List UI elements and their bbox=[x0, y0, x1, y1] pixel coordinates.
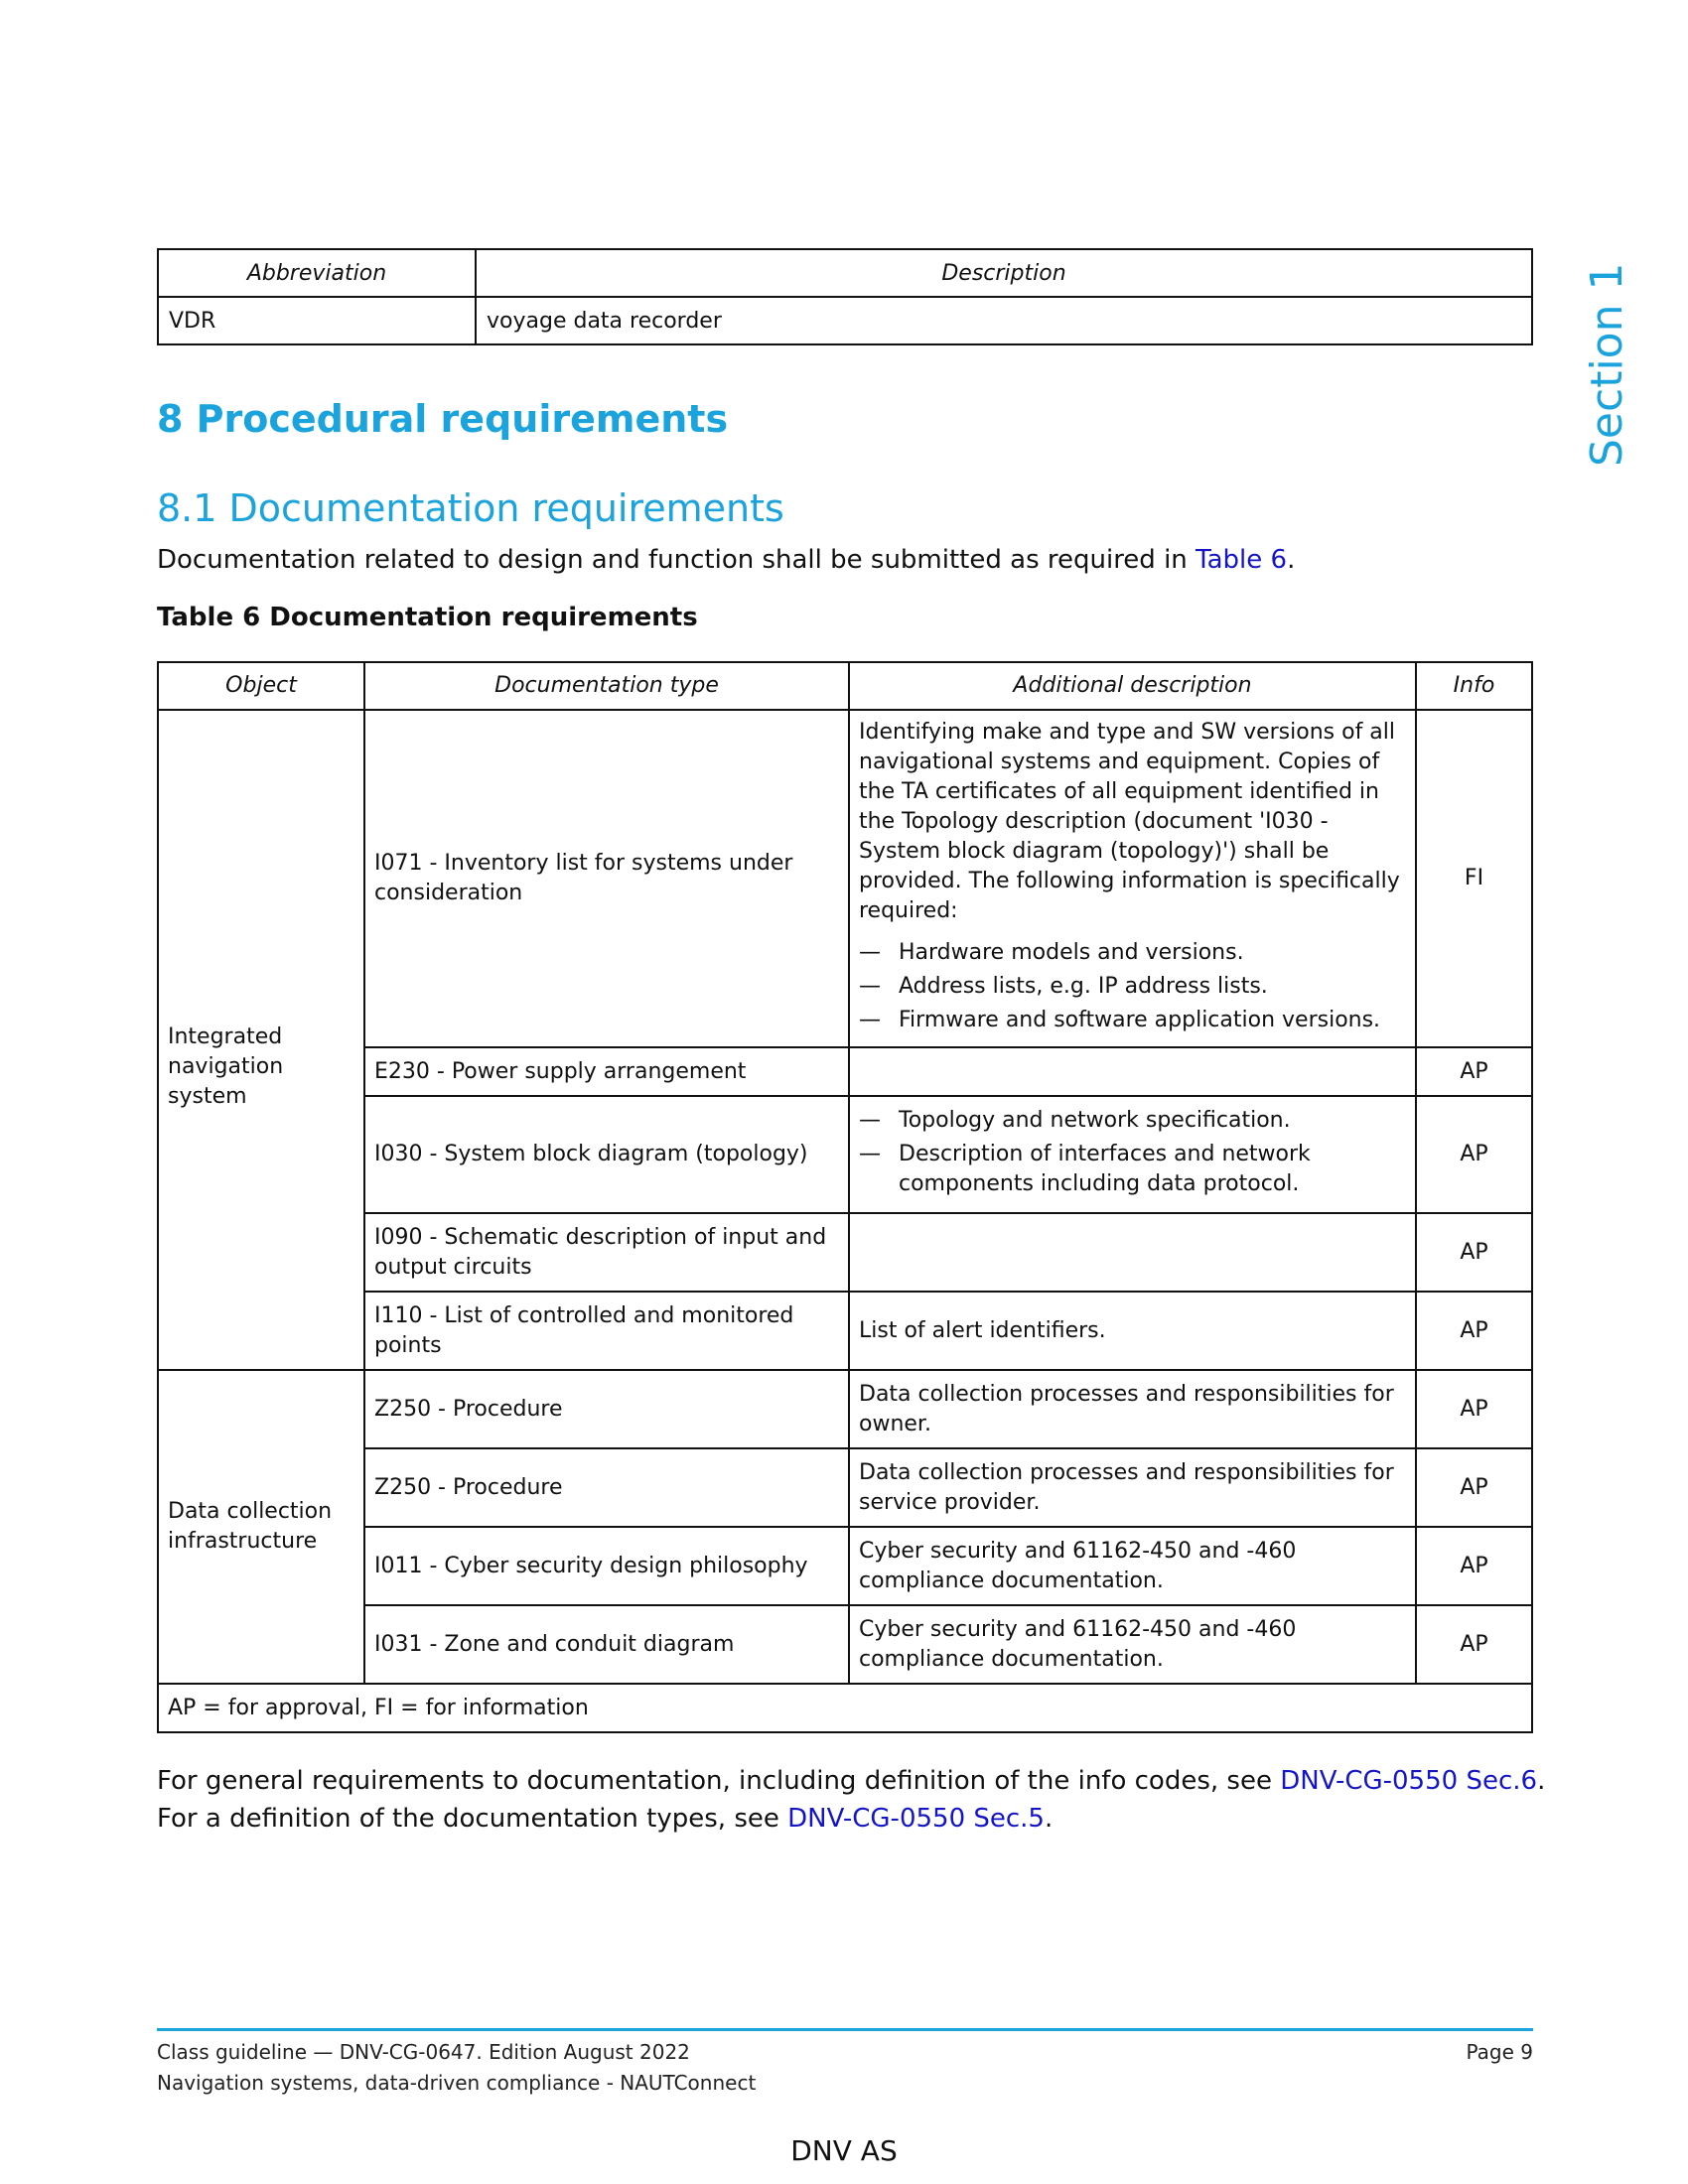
documentation-type-cell: Z250 - Procedure bbox=[364, 1370, 849, 1448]
additional-description-cell: List of alert identifiers. bbox=[849, 1292, 1416, 1370]
table-row bbox=[158, 1292, 1532, 1370]
reference-text: For general requirements to documentation, including definition of the info codes, see bbox=[157, 1766, 1281, 1796]
documentation-type-cell: I071 - Inventory list for systems under consideration bbox=[364, 710, 849, 1047]
reference-period: . bbox=[1044, 1804, 1054, 1834]
requirement-list bbox=[859, 938, 1406, 1035]
documentation-type-cell: I031 - Zone and conduit diagram bbox=[364, 1605, 849, 1684]
table-header-row bbox=[158, 662, 1532, 710]
documentation-type-cell: E230 - Power supply arrangement bbox=[364, 1047, 849, 1096]
documentation-type-cell: Z250 - Procedure bbox=[364, 1448, 849, 1527]
documentation-type-cell: I090 - Schematic description of input and output circuits bbox=[364, 1213, 849, 1292]
table-row bbox=[158, 1527, 1532, 1605]
object-label: Data collection infrastructure bbox=[168, 1499, 333, 1554]
intro-text: Documentation related to design and function shall be submitted as required in bbox=[157, 545, 1196, 575]
section-tab bbox=[1583, 258, 1632, 467]
table-row bbox=[158, 1605, 1532, 1684]
additional-description-cell bbox=[849, 1096, 1416, 1213]
table-row bbox=[158, 297, 1532, 344]
info-cell: AP bbox=[1416, 1370, 1532, 1448]
object-cell bbox=[158, 710, 364, 1370]
table-row bbox=[158, 1448, 1532, 1527]
abbreviation-table bbox=[157, 248, 1533, 345]
info-cell: AP bbox=[1416, 1448, 1532, 1527]
documentation-table bbox=[157, 661, 1533, 1733]
footer-document-info bbox=[157, 2037, 756, 2099]
abbreviation-header: Abbreviation bbox=[158, 249, 476, 297]
abbreviation-cell: VDR bbox=[158, 297, 476, 344]
info-cell: AP bbox=[1416, 1527, 1532, 1605]
table-caption: Table 6 Documentation requirements bbox=[157, 603, 698, 632]
reference-period: . bbox=[1537, 1766, 1546, 1796]
info-cell: FI bbox=[1416, 710, 1532, 1047]
dnv-cg-0550-sec6-link[interactable]: DNV-CG-0550 Sec.6 bbox=[1280, 1766, 1538, 1796]
object-label: Integrated navigation system bbox=[168, 1024, 284, 1109]
description-header: Description bbox=[476, 249, 1532, 297]
object-cell bbox=[158, 1370, 364, 1684]
table-row bbox=[158, 1047, 1532, 1096]
list-item: — Hardware models and versions. bbox=[859, 938, 1406, 968]
documentation-type-header: Documentation type bbox=[364, 662, 849, 710]
table-row bbox=[158, 1370, 1532, 1448]
table-footnote-row bbox=[158, 1684, 1532, 1732]
reference-line-general bbox=[157, 1762, 1545, 1800]
info-cell: AP bbox=[1416, 1292, 1532, 1370]
subsection-heading: 8.1 Documentation requirements bbox=[157, 486, 784, 530]
footer-guideline: Class guideline — DNV-CG-0647. Edition August 2022 bbox=[157, 2040, 690, 2064]
table-row bbox=[158, 1096, 1532, 1213]
intro-paragraph bbox=[157, 545, 1295, 575]
reference-text: For a definition of the documentation types, see bbox=[157, 1804, 788, 1834]
documentation-type-cell: I110 - List of controlled and monitored points bbox=[364, 1292, 849, 1370]
table-row bbox=[158, 1213, 1532, 1292]
reference-line-types bbox=[157, 1800, 1545, 1838]
documentation-type-cell: I011 - Cyber security design philosophy bbox=[364, 1527, 849, 1605]
info-cell: AP bbox=[1416, 1047, 1532, 1096]
info-cell: AP bbox=[1416, 1213, 1532, 1292]
object-header: Object bbox=[158, 662, 364, 710]
reference-paragraph bbox=[157, 1762, 1545, 1838]
info-header: Info bbox=[1416, 662, 1532, 710]
footer-title: Navigation systems, data-driven compliance - NAUTConnect bbox=[157, 2071, 757, 2095]
company-name: DNV AS bbox=[790, 2134, 898, 2167]
description-cell: voyage data recorder bbox=[476, 297, 1532, 344]
table-6-link[interactable]: Table 6 bbox=[1196, 545, 1288, 575]
intro-period: . bbox=[1287, 545, 1296, 575]
section-heading: 8 Procedural requirements bbox=[157, 397, 729, 441]
dnv-cg-0550-sec5-link[interactable]: DNV-CG-0550 Sec.5 bbox=[787, 1804, 1045, 1834]
additional-description-cell: Data collection processes and responsibilities for service provider. bbox=[849, 1448, 1416, 1527]
section-tab-label: Section 1 bbox=[1582, 262, 1632, 467]
abbreviation-header-row bbox=[158, 249, 1532, 297]
footer-divider bbox=[157, 2028, 1533, 2031]
documentation-type-cell: I030 - System block diagram (topology) bbox=[364, 1096, 849, 1213]
additional-description-cell bbox=[849, 1047, 1416, 1096]
additional-description-cell bbox=[849, 1213, 1416, 1292]
description-text: Identifying make and type and SW versions of all navigational systems and equipment. Copies of the TA certificates of all equipment identified in the Topology description (document 'I030 - System block diagram (topology)') shall be provided. The following information is specifically required: bbox=[859, 720, 1400, 923]
additional-description-cell: Data collection processes and responsibilities for owner. bbox=[849, 1370, 1416, 1448]
table-footnote: AP = for approval, FI = for information bbox=[158, 1684, 1532, 1732]
additional-description-cell: Cyber security and 61162-450 and -460 compliance documentation. bbox=[849, 1527, 1416, 1605]
additional-description-cell: Cyber security and 61162-450 and -460 compliance documentation. bbox=[849, 1605, 1416, 1684]
page-number: Page 9 bbox=[1466, 2040, 1533, 2064]
info-cell: AP bbox=[1416, 1096, 1532, 1213]
list-item: — Address lists, e.g. IP address lists. bbox=[859, 972, 1406, 1002]
list-item: — Firmware and software application versions. bbox=[859, 1006, 1406, 1035]
list-item: — Topology and network specification. bbox=[859, 1106, 1406, 1136]
table-row bbox=[158, 710, 1532, 1047]
additional-description-cell bbox=[849, 710, 1416, 1047]
additional-description-header: Additional description bbox=[849, 662, 1416, 710]
info-cell: AP bbox=[1416, 1605, 1532, 1684]
requirement-list bbox=[859, 1106, 1406, 1199]
list-item: — Description of interfaces and network components including data protocol. bbox=[859, 1140, 1406, 1199]
